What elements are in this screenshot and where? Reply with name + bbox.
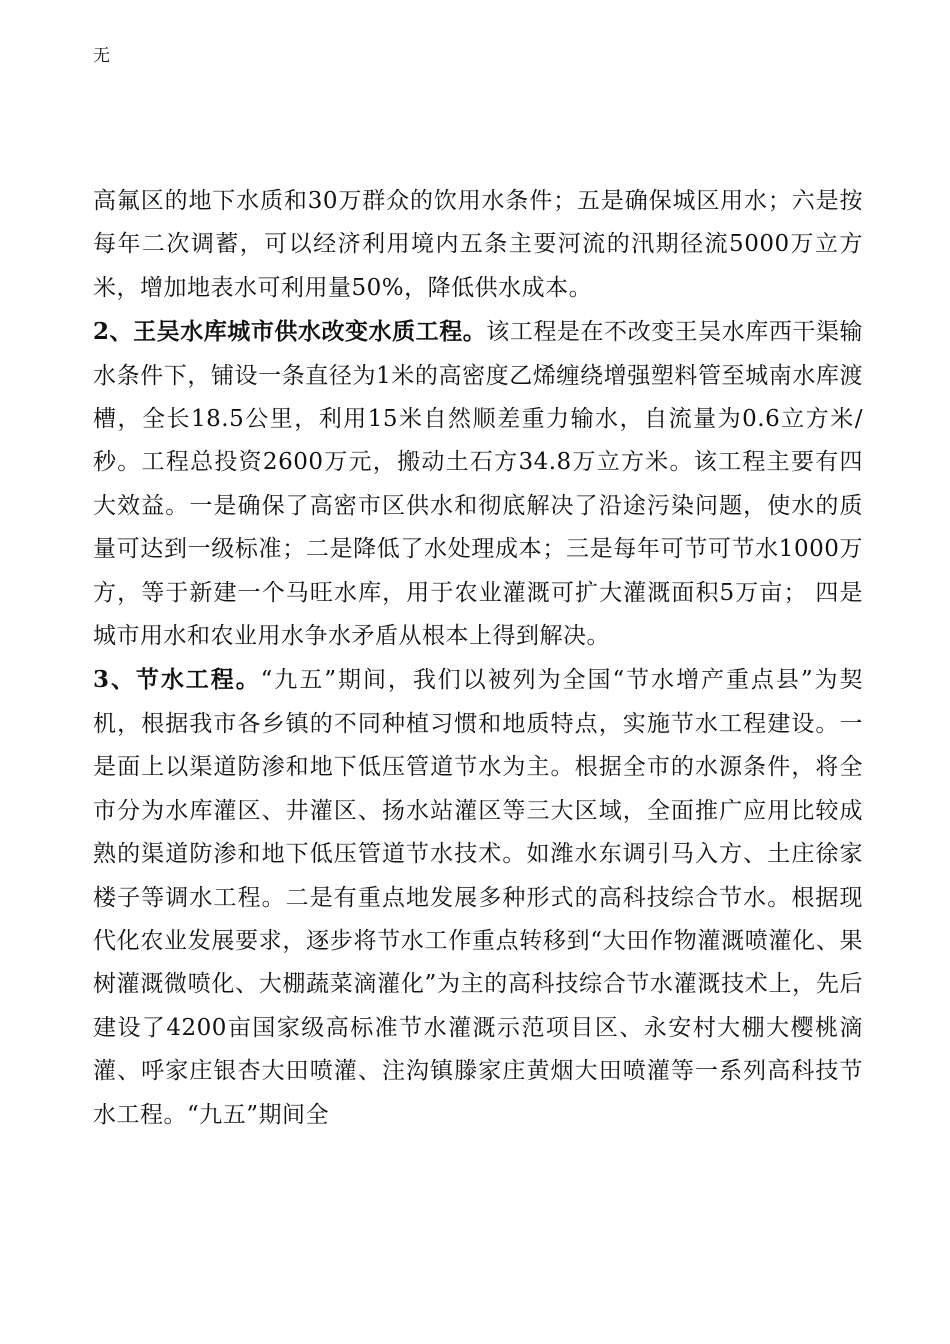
paragraph-water-saving <box>93 658 863 1136</box>
paragraph-text: 高氟区的地下水质和30万群众的饮用水条件；五是确保城区用水；六是按每年二次调蓄，可以经济利用境内五条主要河流的汛期径流5000万立方米，增加地表水可利用量50%，降低供水成本。 <box>93 188 863 301</box>
section-heading: 3、节水工程。 <box>93 666 261 694</box>
section-heading: 2、王吴水库城市供水改变水质工程。 <box>93 318 487 346</box>
paragraph-wangwu-reservoir <box>93 310 863 658</box>
paragraph-text: 该工程是在不改变王吴水库西干渠输水条件下，铺设一条直径为1米的高密度乙烯缠绕增强塑料管至城南水库渡槽，全长18.5公里，利用15米自然顺差重力输水，自流量为0.6立方米/秒。工程总投资2600万元，搬动土石方34.8万立方米。该工程主要有四大效益。一是确保了高密市区供水和彻底解决了沿途污染问题，使水的质量可达到一级标准；二是降低了水处理成本；三是每年可节可节水1000万方，等于新建一个马旺水库，用于农业灌溉可扩大灌溉面积5万亩； 四是城市用水和农业用水争水矛盾从根本上得到解决。 <box>93 319 863 650</box>
page-header: 无 <box>93 46 110 66</box>
document-body <box>93 180 863 1137</box>
paragraph-continuation <box>93 180 863 310</box>
paragraph-text: “九五”期间，我们以被列为全国“节水增产重点县”为契机，根据我市各乡镇的不同种植习惯和地质特点，实施节水工程建设。一是面上以渠道防渗和地下低压管道节水为主。根据全市的水源条件，将全市分为水库灌区、井灌区、扬水站灌区等三大区域，全面推广应用比较成熟的渠道防渗和地下低压管道节水技术。如潍水东调引马入方、土庄徐家楼子等调水工程。二是有重点地发展多种形式的高科技综合节水。根据现代化农业发展要求，逐步将节水工作重点转移到“大田作物灌溉喷灌化、果树灌溉微喷化、大棚蔬菜滴灌化”为主的高科技综合节水灌溉技术上，先后建设了4200亩国家级高标准节水灌溉示范项目区、永安村大棚大樱桃滴灌、呼家庄银杏大田喷灌、注沟镇滕家庄黄烟大田喷灌等一系列高科技节水工程。“九五”期间全 <box>93 667 863 1128</box>
